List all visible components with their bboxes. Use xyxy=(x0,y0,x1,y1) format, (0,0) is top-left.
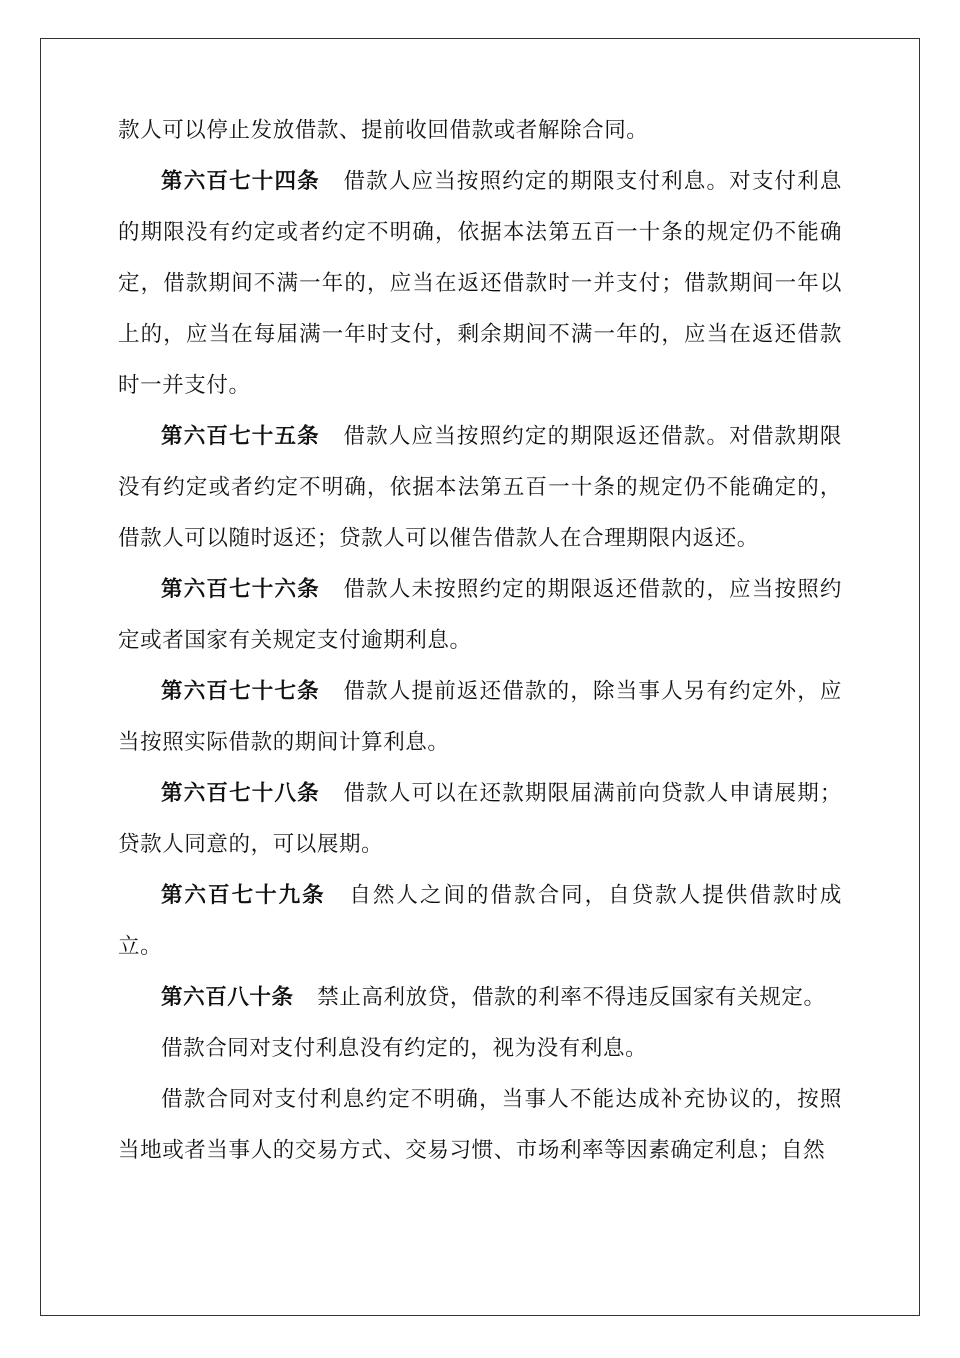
article-number: 第六百七十七条 xyxy=(161,679,320,704)
paragraph xyxy=(118,1023,842,1074)
article-number: 第六百七十八条 xyxy=(161,781,320,806)
paragraph-text: 借款合同对支付利息约定不明确，当事人不能达成补充协议的，按照当地或者当事人的交易方式、交易习惯、市场利率等因素确定利息；自然 xyxy=(118,1087,842,1163)
article-678 xyxy=(118,768,842,870)
article-text: 借款人应当按照约定的期限支付利息。对支付利息的期限没有约定或者约定不明确，依据本法第五百一十条的规定仍不能确定，借款期间不满一年的，应当在返还借款时一并支付；借款期间一年以上的，应当在每届满一年时支付，剩余期间不满一年的，应当在返还借款时一并支付。 xyxy=(118,169,843,398)
article-text: 禁止高利放贷，借款的利率不得违反国家有关规定。 xyxy=(317,985,826,1010)
article-text: 借款人未按照约定的期限返还借款的，应当按照约定或者国家有关规定支付逾期利息。 xyxy=(118,577,843,653)
article-674 xyxy=(118,156,842,411)
article-679 xyxy=(118,870,842,972)
article-number: 第六百八十条 xyxy=(161,985,294,1010)
paragraph-continued xyxy=(118,105,842,156)
article-text: 借款人提前返还借款的，除当事人另有约定外，应当按照实际借款的期间计算利息。 xyxy=(118,679,843,755)
paragraph-text: 借款合同对支付利息没有约定的，视为没有利息。 xyxy=(161,1036,648,1061)
article-text: 借款人应当按照约定的期限返还借款。对借款期限没有约定或者约定不明确，依据本法第五百一十条的规定仍不能确定的，借款人可以随时返还；贷款人可以催告借款人在合理期限内返还。 xyxy=(118,424,843,551)
article-676 xyxy=(118,564,842,666)
article-675 xyxy=(118,411,842,564)
article-number: 第六百七十九条 xyxy=(161,883,326,908)
article-text: 借款人可以在还款期限届满前向贷款人申请展期；贷款人同意的，可以展期。 xyxy=(118,781,843,857)
paragraph-text: 款人可以停止发放借款、提前收回借款或者解除合同。 xyxy=(118,118,649,143)
paragraph xyxy=(118,1074,842,1176)
article-text: 自然人之间的借款合同，自贷款人提供借款时成立。 xyxy=(118,883,842,959)
article-677 xyxy=(118,666,842,768)
article-number: 第六百七十五条 xyxy=(161,424,320,449)
article-number: 第六百七十六条 xyxy=(161,577,320,602)
document-body xyxy=(118,105,842,1176)
article-680 xyxy=(118,972,842,1023)
article-number: 第六百七十四条 xyxy=(161,169,320,194)
